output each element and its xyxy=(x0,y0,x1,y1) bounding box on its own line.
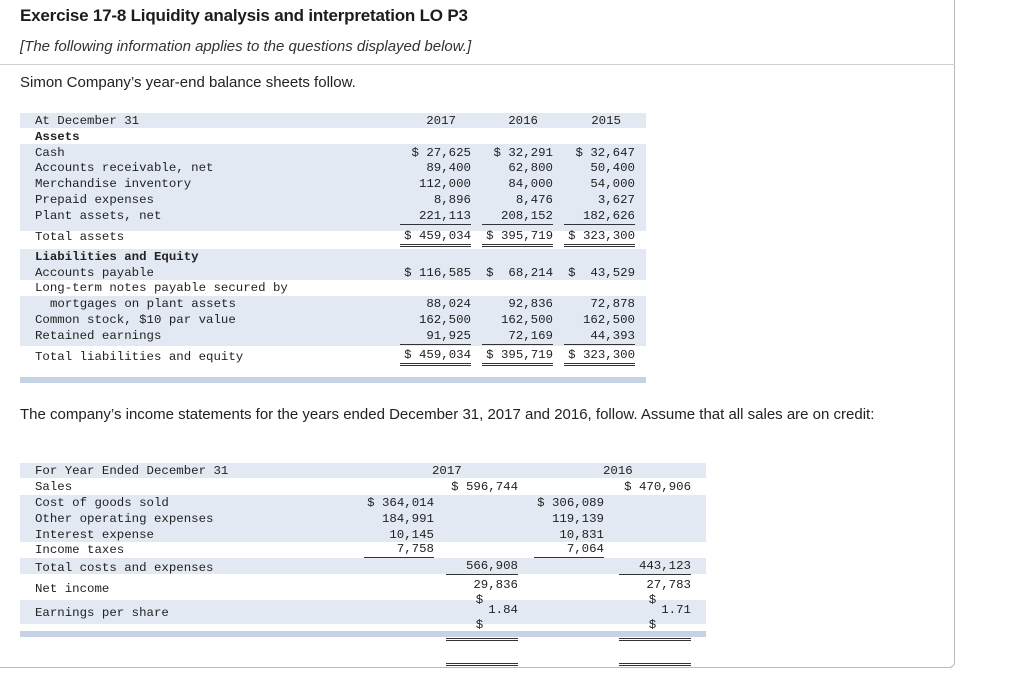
row-value: 566,908 xyxy=(446,559,518,575)
row-label: Plant assets, net xyxy=(35,209,162,223)
row-value: 7,064 xyxy=(534,542,604,558)
total-value: $ 323,300 xyxy=(564,229,635,247)
row-value: 184,991 xyxy=(381,512,434,526)
divider xyxy=(0,64,955,65)
row-value: 92,836 xyxy=(508,297,553,311)
row-label: Income taxes xyxy=(35,543,125,557)
row-label: Accounts receivable, net xyxy=(35,161,214,175)
row-label: Cash xyxy=(35,146,65,160)
row-value: $ 32,291 xyxy=(493,146,553,160)
row-value: 119,139 xyxy=(551,512,604,526)
row-label: Prepaid expenses xyxy=(35,193,154,207)
dollar-sign: $ xyxy=(475,618,484,632)
eps-2016-cell xyxy=(619,603,691,666)
total-value: $ 395,719 xyxy=(482,229,553,247)
row-value: 62,800 xyxy=(508,161,553,175)
row-value: 162,500 xyxy=(418,313,471,327)
row-value: 72,169 xyxy=(482,329,553,345)
row-value: 1.84 xyxy=(488,603,518,617)
table-bottom-bar xyxy=(20,631,706,637)
row-value: 8,896 xyxy=(433,193,471,207)
row-value: 162,500 xyxy=(582,313,635,327)
total-value: $ 459,034 xyxy=(400,348,471,366)
exercise-title: Exercise 17-8 Liquidity analysis and interpretation LO P3 xyxy=(20,6,468,25)
row-value: 88,024 xyxy=(426,297,471,311)
row-label: Total liabilities and equity xyxy=(35,350,244,364)
row-label: Other operating expenses xyxy=(35,512,214,526)
dollar-sign: $ xyxy=(475,593,484,607)
row-label: Common stock, $10 par value xyxy=(35,313,236,327)
row-value: $ 470,906 xyxy=(624,480,691,494)
row-label: Interest expense xyxy=(35,528,154,542)
bs-year-2017: 2017 xyxy=(426,114,456,128)
eps-2017-cell xyxy=(446,603,518,666)
row-value: 89,400 xyxy=(426,161,471,175)
is-head-label: For Year Ended December 31 xyxy=(35,464,229,478)
row-value: 112,000 xyxy=(418,177,471,191)
bs-year-2015: 2015 xyxy=(591,114,621,128)
total-value: $ 323,300 xyxy=(564,348,635,366)
row-label: mortgages on plant assets xyxy=(50,297,236,311)
row-value: $ 596,744 xyxy=(451,480,518,494)
row-value: 443,123 xyxy=(619,559,691,575)
row-value: 29,836 xyxy=(473,578,518,592)
row-value: $ 68,214 xyxy=(486,266,553,280)
assets-heading: Assets xyxy=(35,130,80,144)
balance-sheet-intro: Simon Company’s year-end balance sheets follow. xyxy=(20,74,356,91)
row-label: Merchandise inventory xyxy=(35,177,192,191)
liabilities-heading: Liabilities and Equity xyxy=(35,250,199,264)
dollar-sign: $ xyxy=(648,593,657,607)
row-value: 84,000 xyxy=(508,177,553,191)
row-value: 208,152 xyxy=(482,209,553,225)
row-value: 8,476 xyxy=(515,193,553,207)
row-value: 44,393 xyxy=(564,329,635,345)
bs-year-2016: 2016 xyxy=(508,114,538,128)
dollar-sign: $ xyxy=(648,618,657,632)
row-value: $ 306,089 xyxy=(537,496,604,510)
income-statement-intro: The company’s income statements for the years ended December 31, 2017 and 2016, follow. Assume that all sales are on credit: xyxy=(20,406,875,423)
bs-head-label: At December 31 xyxy=(35,114,140,128)
row-value: 54,000 xyxy=(590,177,635,191)
row-label: Cost of goods sold xyxy=(35,496,169,510)
table-bottom-bar xyxy=(20,377,646,383)
row-value: 91,925 xyxy=(400,329,471,345)
row-value: 27,783 xyxy=(646,578,691,592)
row-value: $ 364,014 xyxy=(367,496,434,510)
row-value: 72,878 xyxy=(590,297,635,311)
total-value: $ 395,719 xyxy=(482,348,553,366)
row-value: $ 32,647 xyxy=(575,146,635,160)
row-label: Accounts payable xyxy=(35,266,154,280)
row-label: Long-term notes payable secured by xyxy=(35,281,288,295)
row-value: 162,500 xyxy=(500,313,553,327)
row-label: Earnings per share xyxy=(35,606,169,620)
row-label: Total costs and expenses xyxy=(35,561,214,575)
row-value: $ 116,585 xyxy=(404,266,471,280)
row-value: 7,758 xyxy=(364,542,434,558)
row-value: 182,626 xyxy=(564,209,635,225)
is-year-2016: 2016 xyxy=(603,464,633,478)
row-value: 1.71 xyxy=(661,603,691,617)
row-label: Sales xyxy=(35,480,73,494)
row-value: 10,145 xyxy=(389,528,434,542)
info-note: [The following information applies to the questions displayed below.] xyxy=(20,38,472,55)
is-year-2017: 2017 xyxy=(432,464,462,478)
row-value: 3,627 xyxy=(597,193,635,207)
row-label: Net income xyxy=(35,582,110,596)
row-value: 50,400 xyxy=(590,161,635,175)
row-label: Total assets xyxy=(35,230,125,244)
total-value: $ 459,034 xyxy=(400,229,471,247)
row-value: 10,831 xyxy=(559,528,604,542)
row-value: $ 27,625 xyxy=(411,146,471,160)
row-value: 221,113 xyxy=(400,209,471,225)
row-label: Retained earnings xyxy=(35,329,162,343)
row-value: $ 43,529 xyxy=(568,266,635,280)
